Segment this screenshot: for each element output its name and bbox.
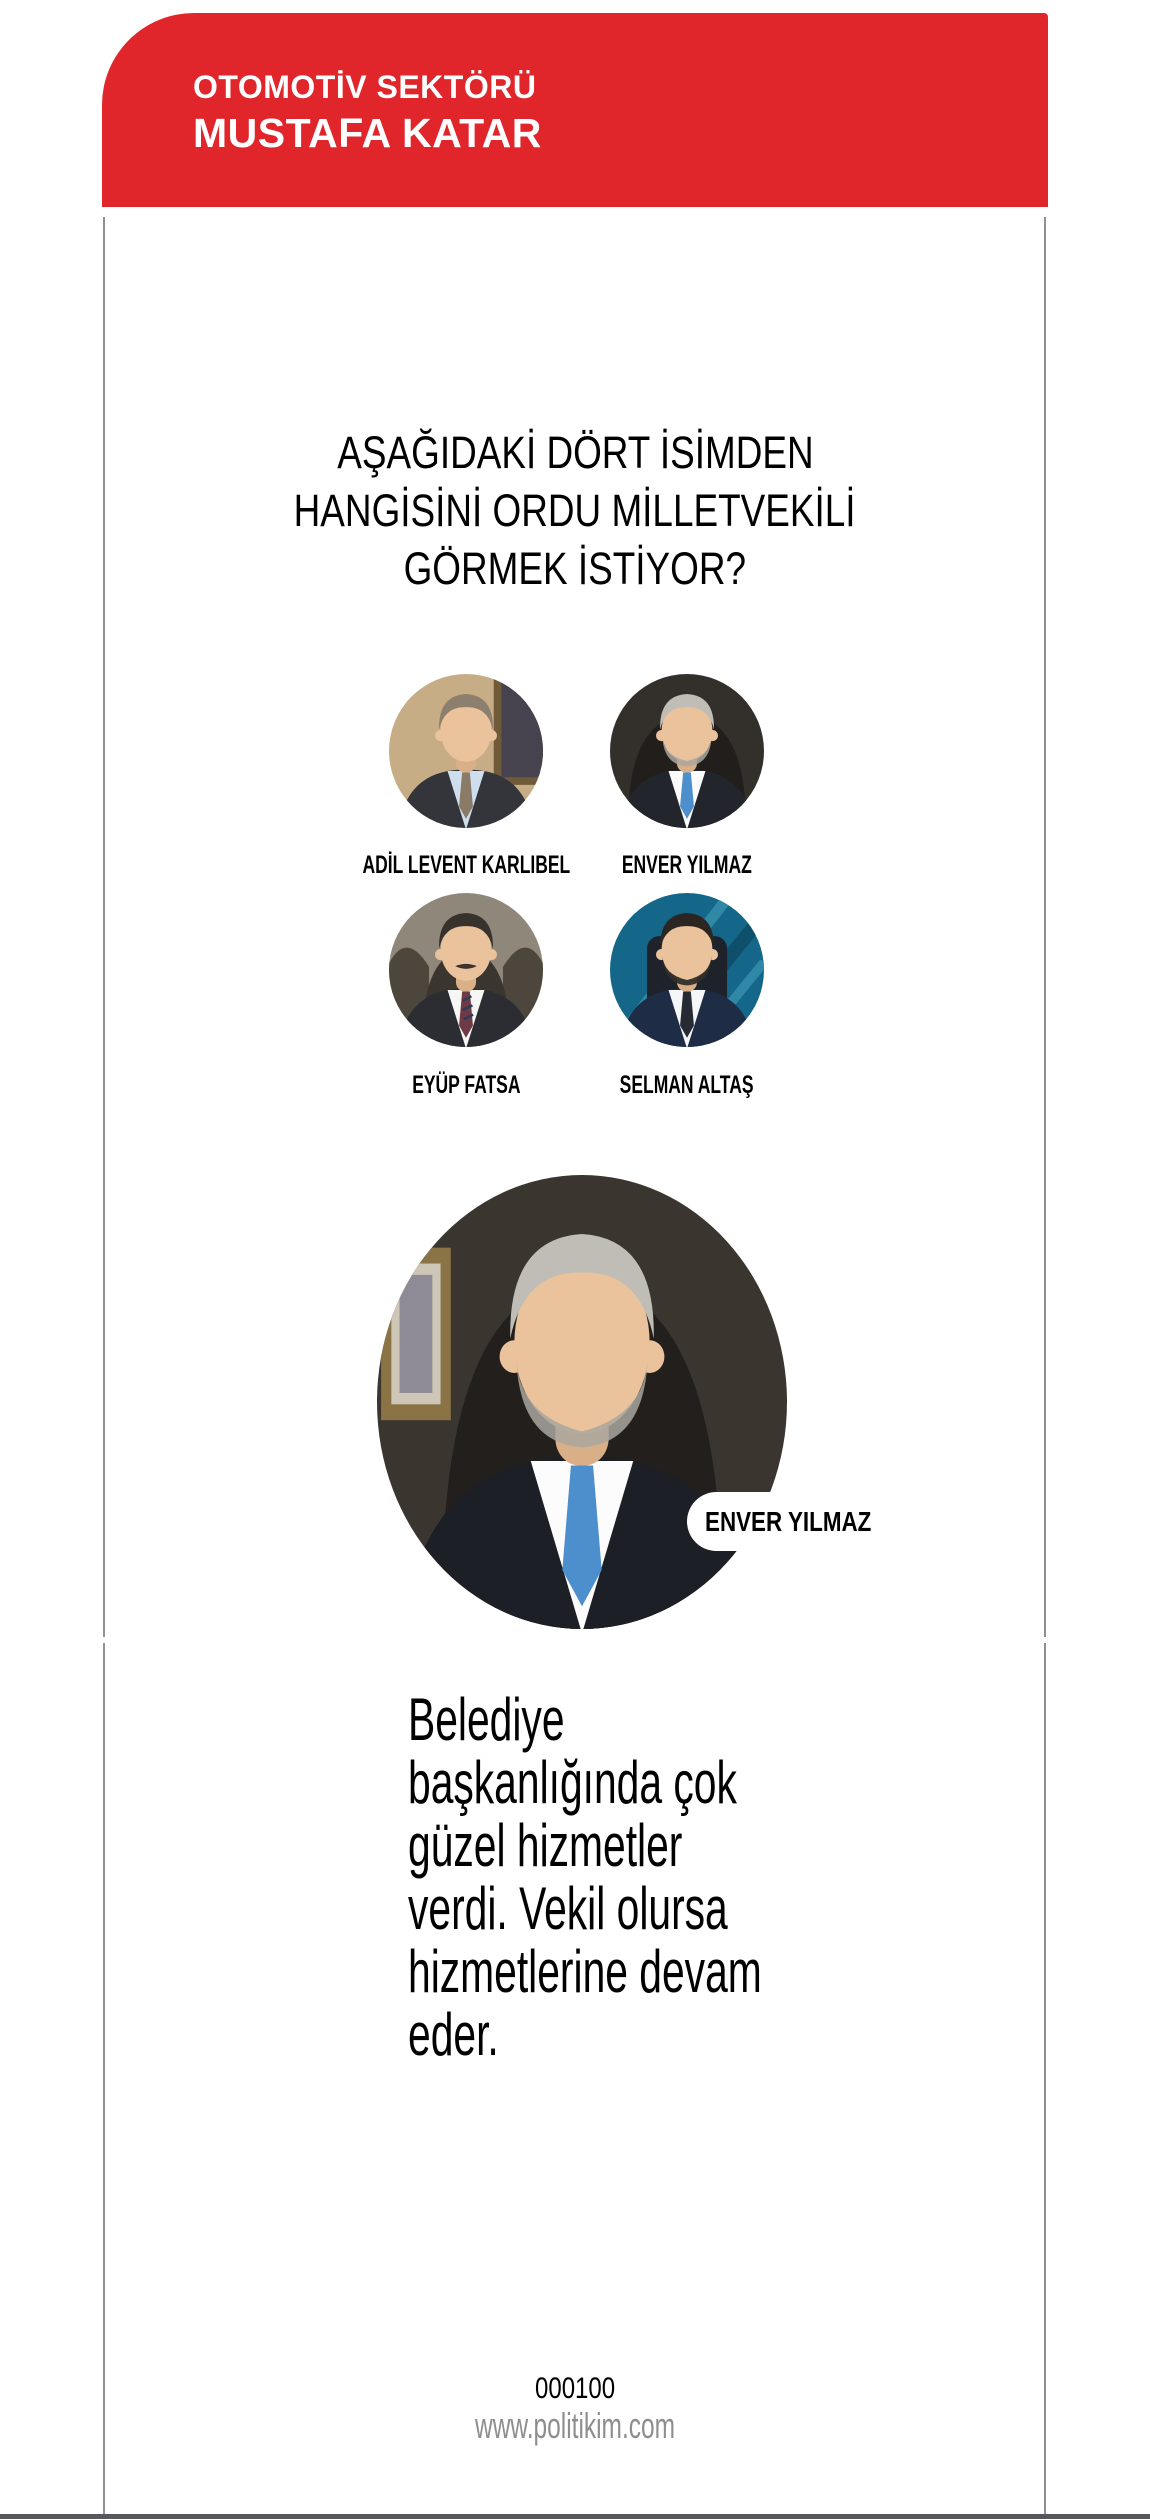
footer-code: 000100	[534, 2372, 616, 2405]
frame-left-upper	[103, 217, 105, 1637]
candidate-name-eyup-fatsa: EYÜP FATSA	[411, 1071, 521, 1099]
header-category: OTOMOTİV SEKTÖRÜ	[193, 69, 537, 105]
header-person-name: MUSTAFA KATAR	[193, 110, 542, 156]
quote-line-6: eder.	[408, 2001, 499, 2068]
candidate-photo-enver-yilmaz	[610, 674, 764, 828]
answer-photo-enver-yilmaz	[377, 1175, 787, 1629]
question-title	[175, 424, 975, 598]
footer-website: www.politikim.com	[475, 2405, 675, 2446]
quote-line-3: güzel hizmetler	[408, 1812, 683, 1879]
frame-right-upper	[1044, 217, 1046, 1637]
candidate-photo-eyup-fatsa	[389, 893, 543, 1047]
candidate-photo-adil-levent-karlibel	[389, 674, 543, 828]
question-line-3: GÖRMEK İSTİYOR?	[403, 543, 747, 594]
portrait-eyup-fatsa-icon	[389, 893, 543, 1047]
header-banner	[102, 13, 1048, 207]
frame-right-lower	[1044, 1643, 1046, 2514]
answer-quote	[408, 1688, 928, 2066]
portrait-enver-yilmaz-icon	[610, 674, 764, 828]
portrait-selman-altas-icon	[610, 893, 764, 1047]
candidate-name-adil-levent-karlibel: ADİL LEVENT KARLIBEL	[362, 851, 570, 879]
portrait-enver-yilmaz-large-icon	[377, 1175, 787, 1629]
quote-line-2: başkanlığında çok	[408, 1749, 737, 1816]
quote-line-1: Belediye	[408, 1686, 565, 1753]
candidate-name-enver-yilmaz: ENVER YILMAZ	[622, 851, 752, 879]
quote-line-4: verdi. Vekil olursa	[408, 1875, 728, 1942]
candidate-photo-selman-altas	[610, 893, 764, 1047]
answer-name-plate: ENVER YILMAZ	[687, 1492, 937, 1551]
portrait-adil-levent-karlibel-icon	[389, 674, 543, 828]
quote-line-5: hizmetlerine devam	[408, 1938, 762, 2005]
frame-left-lower	[103, 1643, 105, 2514]
footer-bar	[0, 2514, 1150, 2519]
question-line-1: AŞAĞIDAKİ DÖRT İSİMDEN	[336, 427, 814, 478]
question-line-2: HANGİSİNİ ORDU MİLLETVEKİLİ	[294, 485, 856, 536]
candidate-name-selman-altas: SELMAN ALTAŞ	[620, 1071, 754, 1099]
